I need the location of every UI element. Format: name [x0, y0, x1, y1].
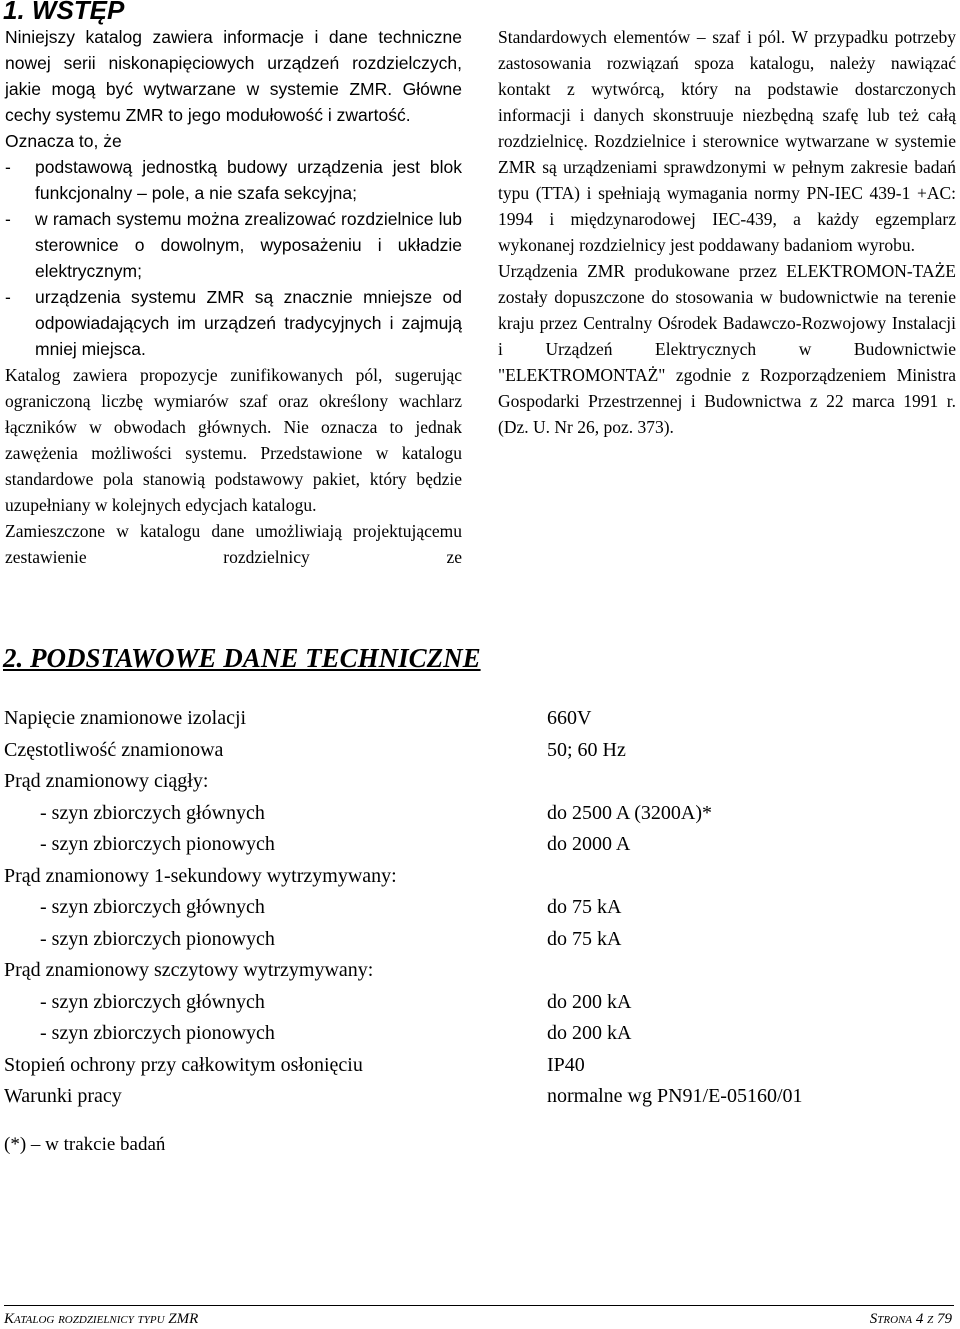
footer-catalog-title: Katalog rozdzielnicy typu ZMR: [4, 1311, 199, 1327]
spec-label: Częstotliwość znamionowa: [4, 738, 224, 761]
dash-marker: -: [5, 157, 11, 177]
footer-divider: [4, 1305, 954, 1306]
spec-label: Prąd znamionowy 1-sekundowy wytrzymywany:: [4, 864, 397, 887]
spec-label: Stopień ochrony przy całkowitym osłonięciu: [4, 1053, 363, 1076]
spec-value: do 200 kA: [547, 1022, 632, 1044]
spec-label: Prąd znamionowy szczytowy wytrzymywany:: [4, 959, 374, 981]
footer-page-number: Strona 4 z 79: [869, 1311, 952, 1327]
footnote: (*) – w trakcie badań: [4, 1134, 166, 1155]
spec-label: - szyn zbiorczych głównych: [40, 990, 265, 1013]
spec-row: [4, 861, 954, 893]
technical-specs-table: [4, 703, 954, 1113]
spec-value: do 75 kA: [547, 896, 622, 918]
spec-value: normalne wg PN91/E-05160/01: [547, 1085, 803, 1107]
spec-label: - szyn zbiorczych pionowych: [40, 833, 275, 855]
list-item: [5, 206, 462, 284]
spec-label: - szyn zbiorczych głównych: [40, 801, 265, 824]
spec-row: [4, 735, 954, 767]
spec-value: do 2500 A (3200A)*: [547, 801, 712, 824]
list-item: [5, 154, 462, 206]
spec-row: [4, 766, 954, 798]
section-1-heading: 1. WSTĘP: [3, 0, 125, 25]
spec-label: Warunki pracy: [4, 1085, 122, 1107]
spec-row: [4, 955, 954, 987]
spec-row: [4, 924, 954, 956]
spec-row: [4, 987, 954, 1019]
list-item-text: w ramach systemu można zrealizować rozdzielnice lub sterownice o dowolnym, wyposażeniu i układzie elektrycznym;: [35, 209, 462, 281]
intro-paragraph: Niniejszy katalog zawiera informacje i dane techniczne nowej serii niskonapięciowych urządzeń rozdzielczych, jakie mogą być wytwarzane w systemie ZMR. Główne cechy systemu ZMR to jego modułowość i zwartość.: [5, 27, 462, 125]
spec-label: Napięcie znamionowe izolacji: [4, 707, 247, 729]
spec-value: IP40: [547, 1053, 585, 1076]
spec-row: [4, 1050, 954, 1082]
spec-label: - szyn zbiorczych pionowych: [40, 927, 275, 950]
section-1-left-column: [5, 24, 462, 570]
spec-row: [4, 1018, 954, 1050]
spec-value: 660V: [547, 707, 592, 729]
standards-paragraph: Standardowych elementów – szaf i pól. W przypadku potrzeby zastosowania rozwiązań spoza katalogu, należy nawiązać kontakt z wytwórcą, który na podstawie dostarczonych informacji i danych skonstruuje niezbędną szafę lub też całą rozdzielnicę. Rozdzielnice i sterownice wytwarzane w systemie ZMR są urządzeniami sprawdzonymi w pełnym zakresie badań typu (TTA) i spełniają wymagania normy PN-IEC 439-1 +AC: 1994 i międzynarodowej IEC-439, a każdy egzemplarz wykonanej rozdzielnicy jest poddawany badaniom wyrobu.: [498, 27, 956, 255]
spec-value: do 75 kA: [547, 927, 622, 950]
section-2-heading: 2. PODSTAWOWE DANE TECHNICZNE: [3, 643, 481, 673]
spec-row: [4, 703, 954, 735]
catalog-paragraph: Katalog zawiera propozycje zunifikowanych pól, sugerując ograniczoną liczbę wymiarów szaf oraz określony wachlarz łączników w obwodach głównych. Nie oznacza to jednak zawężenia możliwości systemu. Przedstawione w katalogu standardowe pola stanowią podstawowy pakiet, który będzie uzupełniany w kolejnych edycjach katalogu.: [5, 365, 462, 515]
spec-row: [4, 892, 954, 924]
spec-value: do 200 kA: [547, 990, 632, 1013]
spec-row: [4, 829, 954, 861]
list-item: [5, 284, 462, 362]
dash-marker: -: [5, 287, 11, 307]
lead-text: Oznacza to, że: [5, 131, 122, 151]
closing-paragraph: Zamieszczone w katalogu dane umożliwiają projektującemu zestawienie rozdzielnicy ze: [5, 521, 462, 567]
spec-row: [4, 798, 954, 830]
spec-label: - szyn zbiorczych głównych: [40, 896, 265, 918]
list-item-text: podstawową jednostką budowy urządzenia jest blok funkcjonalny – pole, a nie szafa sekcyjna;: [35, 157, 462, 203]
spec-value: do 2000 A: [547, 833, 631, 855]
dash-marker: -: [5, 209, 11, 229]
spec-row: [4, 1081, 954, 1113]
spec-label: - szyn zbiorczych pionowych: [40, 1022, 275, 1044]
spec-label: Prąd znamionowy ciągły:: [4, 770, 209, 792]
list-item-text: urządzenia systemu ZMR są znacznie mniejsze od odpowiadających im urządzeń tradycyjnych i zajmują mniej miejsca.: [35, 287, 462, 359]
approval-paragraph: Urządzenia ZMR produkowane przez ELEKTROMON-TAŻE zostały dopuszczone do stosowania w budownictwie na terenie kraju przez Centralny Ośrodek Badawczo-Rozwojowy Instalacji i Urządzeń Elektrycznych w Budownictwie "ELEKTROMONTAŻ" zgodnie z Rozporządzeniem Ministra Gospodarki Przestrzennej i Budownictwa z 22 marca 1991 r. (Dz. U. Nr 26, poz. 373).: [498, 261, 956, 437]
feature-list: [5, 154, 462, 362]
section-1-right-column: [498, 24, 956, 440]
spec-value: 50; 60 Hz: [547, 738, 626, 761]
